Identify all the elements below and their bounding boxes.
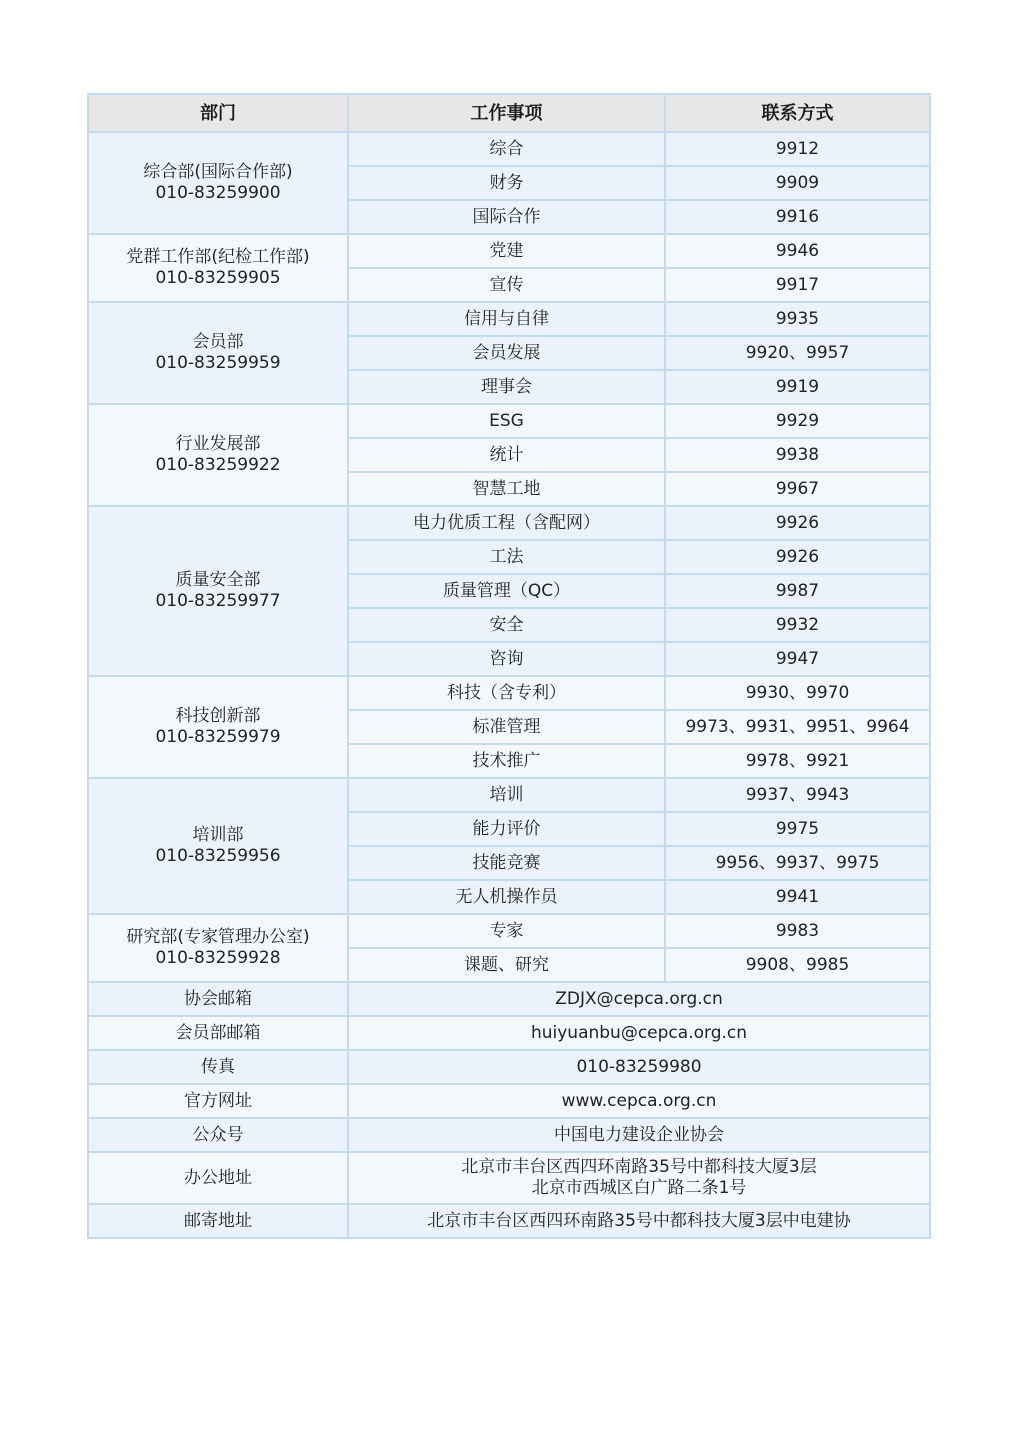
department-name: 会员部 [192,332,244,352]
task-cell: 会员发展 [348,336,665,370]
info-value: 010-83259980 [348,1050,930,1084]
info-value: huiyuanbu@cepca.org.cn [348,1016,930,1050]
info-label: 传真 [88,1050,348,1084]
extension-cell: 9926 [665,540,930,574]
extension-cell: 9941 [665,880,930,914]
info-label: 官方网址 [88,1084,348,1118]
table-row [88,1050,930,1084]
extension-cell: 9947 [665,642,930,676]
info-label: 会员部邮箱 [88,1016,348,1050]
task-cell: 财务 [348,166,665,200]
task-cell: 质量管理（QC） [348,574,665,608]
table-row [88,914,930,948]
department-name: 研究部(专家管理办公室) [126,927,310,947]
extension-cell: 9987 [665,574,930,608]
task-cell: 咨询 [348,642,665,676]
table-row [88,132,930,166]
table-row [88,234,930,268]
extension-cell: 9937、9943 [665,778,930,812]
task-cell: 专家 [348,914,665,948]
extension-cell: 9956、9937、9975 [665,846,930,880]
department-cell [88,302,348,404]
header-contact: 联系方式 [665,94,930,132]
department-phone: 010-83259905 [155,268,281,288]
extension-cell: 9975 [665,812,930,846]
department-cell [88,404,348,506]
address-line: 北京市西城区白广路二条1号 [531,1178,747,1198]
department-phone: 010-83259922 [155,455,281,475]
mailing-address-label: 邮寄地址 [88,1204,348,1238]
task-cell: 宣传 [348,268,665,302]
table-row [88,404,930,438]
header-row [88,94,930,132]
department-cell [88,506,348,676]
department-phone: 010-83259977 [155,591,281,611]
info-label: 协会邮箱 [88,982,348,1016]
table-row-mailing-address [88,1204,930,1238]
task-cell: 工法 [348,540,665,574]
department-phone: 010-83259956 [155,846,281,866]
task-cell: 科技（含专利） [348,676,665,710]
task-cell: 安全 [348,608,665,642]
extension-cell: 9916 [665,200,930,234]
task-cell: 无人机操作员 [348,880,665,914]
extension-cell: 9917 [665,268,930,302]
extension-cell: 9912 [665,132,930,166]
task-cell: 技术推广 [348,744,665,778]
table-row [88,778,930,812]
department-phone: 010-83259959 [155,353,281,373]
contact-table [87,93,931,1239]
task-cell: 党建 [348,234,665,268]
table-row [88,1118,930,1152]
task-cell: 信用与自律 [348,302,665,336]
department-name: 综合部(国际合作部) [143,162,293,182]
info-label: 公众号 [88,1118,348,1152]
address-line: 北京市丰台区西四环南路35号中都科技大厦3层 [461,1157,817,1177]
department-phone: 010-83259900 [155,183,281,203]
department-phone: 010-83259928 [155,948,281,968]
department-cell [88,778,348,914]
extension-cell: 9978、9921 [665,744,930,778]
task-cell: 课题、研究 [348,948,665,982]
office-address-value [348,1152,930,1204]
table-row [88,1084,930,1118]
office-address-label: 办公地址 [88,1152,348,1204]
table-row [88,982,930,1016]
extension-cell: 9973、9931、9951、9964 [665,710,930,744]
task-cell: 综合 [348,132,665,166]
extension-cell: 9983 [665,914,930,948]
task-cell: 培训 [348,778,665,812]
table-row-office-address [88,1152,930,1204]
task-cell: 技能竞赛 [348,846,665,880]
extension-cell: 9938 [665,438,930,472]
extension-cell: 9919 [665,370,930,404]
header-task: 工作事项 [348,94,665,132]
mailing-address-value: 北京市丰台区西四环南路35号中都科技大厦3层中电建协 [348,1204,930,1238]
info-value: 中国电力建设企业协会 [348,1118,930,1152]
table-row [88,1016,930,1050]
extension-cell: 9930、9970 [665,676,930,710]
header-department: 部门 [88,94,348,132]
department-cell [88,914,348,982]
task-cell: 统计 [348,438,665,472]
department-name: 行业发展部 [175,434,261,454]
task-cell: 能力评价 [348,812,665,846]
department-cell [88,234,348,302]
department-name: 科技创新部 [175,706,261,726]
task-cell: 标准管理 [348,710,665,744]
table-row [88,506,930,540]
table-row [88,676,930,710]
extension-cell: 9932 [665,608,930,642]
department-cell [88,676,348,778]
extension-cell: 9967 [665,472,930,506]
extension-cell: 9929 [665,404,930,438]
extension-cell: 9935 [665,302,930,336]
task-cell: 理事会 [348,370,665,404]
table-row [88,302,930,336]
department-name: 党群工作部(纪检工作部) [126,247,310,267]
extension-cell: 9926 [665,506,930,540]
info-value: www.cepca.org.cn [348,1084,930,1118]
extension-cell: 9946 [665,234,930,268]
department-name: 培训部 [192,825,244,845]
extension-cell: 9920、9957 [665,336,930,370]
department-name: 质量安全部 [175,570,261,590]
extension-cell: 9909 [665,166,930,200]
task-cell: 国际合作 [348,200,665,234]
extension-cell: 9908、9985 [665,948,930,982]
task-cell: 电力优质工程（含配网） [348,506,665,540]
task-cell: 智慧工地 [348,472,665,506]
department-phone: 010-83259979 [155,727,281,747]
task-cell: ESG [348,404,665,438]
department-cell [88,132,348,234]
info-value: ZDJX@cepca.org.cn [348,982,930,1016]
table-body [88,132,930,1238]
